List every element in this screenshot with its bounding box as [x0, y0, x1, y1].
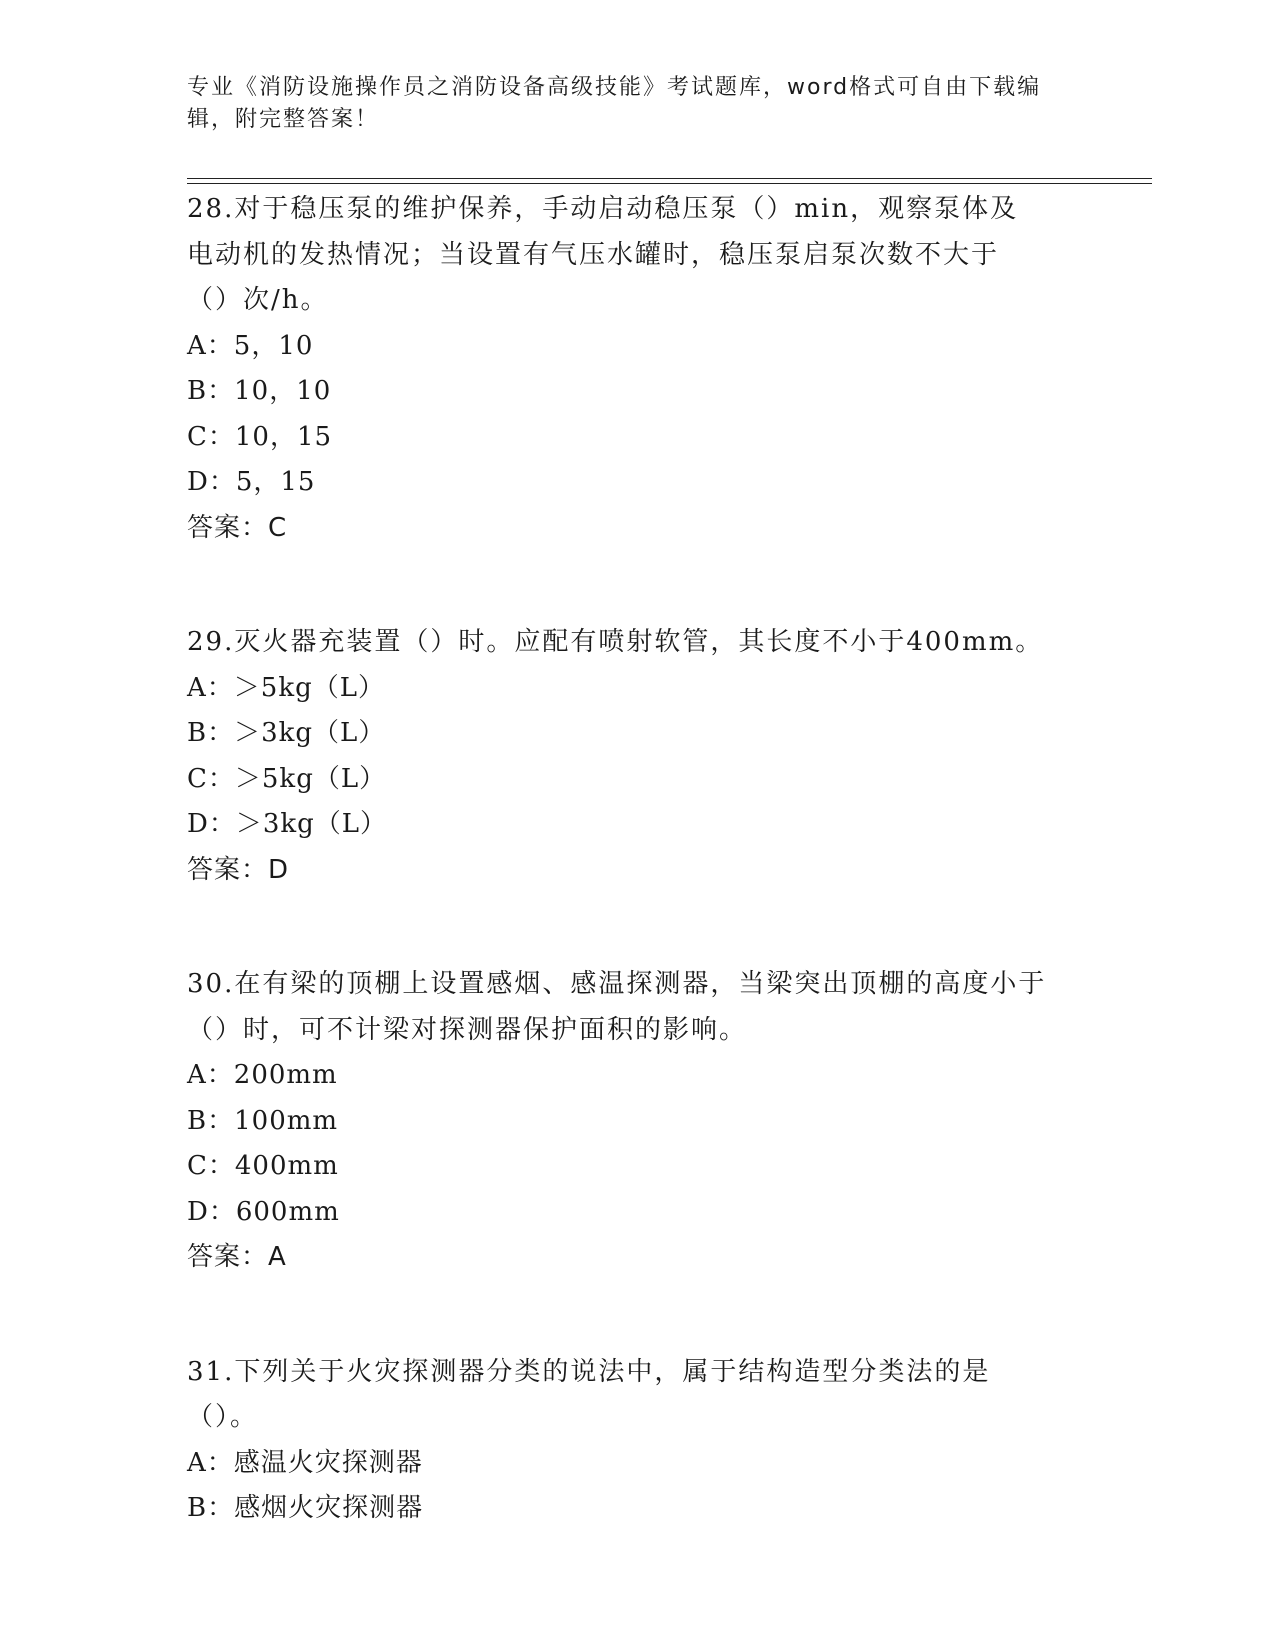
option-a: A：5，10	[187, 330, 314, 361]
question-gap	[187, 1307, 1087, 1350]
option-c: C：＞5kg（L）	[187, 763, 387, 794]
option-a: A：感温火灾探测器	[187, 1447, 423, 1478]
option-c: C：10，15	[187, 421, 333, 452]
answer-label: 答案：C	[187, 512, 288, 543]
answer-label: 答案：D	[187, 854, 290, 885]
header-divider-bottom	[187, 183, 1152, 184]
option-b: B：感烟火灾探测器	[187, 1493, 424, 1523]
header-divider-top	[187, 178, 1152, 179]
option-c: C：400mm	[187, 1151, 339, 1181]
question-stem: 30.在有梁的顶棚上设置感烟、感温探测器，当梁突出顶棚的高度小于（）时，可不计梁对探测器保护面积的影响。	[187, 969, 1047, 1045]
option-d: D：600mm	[187, 1196, 340, 1227]
question-gap	[187, 577, 1087, 620]
question-31	[187, 1350, 1087, 1532]
question-29	[187, 620, 1087, 893]
option-b: B：＞3kg（L）	[187, 718, 386, 748]
question-stem: 31.下列关于火灾探测器分类的说法中，属于结构造型分类法的是（）。	[187, 1356, 991, 1432]
question-list	[187, 187, 1087, 1558]
option-d: D：＞3kg（L）	[187, 809, 388, 839]
option-d: D：5，15	[187, 467, 316, 497]
option-a: A：200mm	[187, 1060, 338, 1090]
question-stem: 29.灭火器充装置（）时。应配有喷射软管，其长度不小于400mm。	[187, 627, 1044, 657]
option-b: B：100mm	[187, 1105, 339, 1136]
question-30	[187, 962, 1087, 1281]
answer-label: 答案：A	[187, 1242, 287, 1272]
question-stem: 28.对于稳压泵的维护保养，手动启动稳压泵（）min，观察泵体及电动机的发热情况；当设置有气压水罐时，稳压泵启泵次数不大于（）次/h。	[187, 194, 1019, 315]
document-header: 专业《消防设施操作员之消防设备高级技能》考试题库，word格式可自由下载编辑，附完整答案！	[187, 75, 1042, 132]
option-a: A：＞5kg（L）	[187, 672, 385, 703]
question-gap	[187, 919, 1087, 962]
option-b: B：10，10	[187, 376, 332, 406]
question-28	[187, 187, 1087, 551]
